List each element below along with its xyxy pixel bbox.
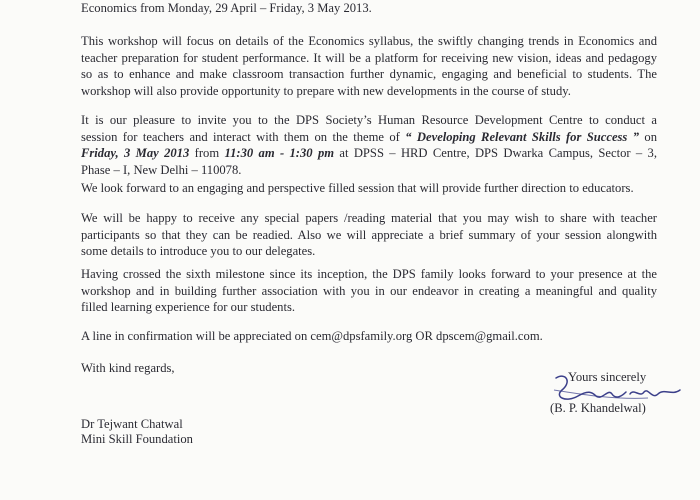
text-segment: session for teachers and interact with them on the theme of — [81, 129, 406, 144]
sign-off: Yours sincerely — [568, 370, 647, 384]
text-line: participants so that they can be readied. Also we will appreciate a brief summary of your session alongwith — [81, 227, 657, 242]
workshop-theme: “ Developing Relevant Skills for Success ” — [405, 129, 640, 144]
paragraph-materials — [81, 210, 657, 260]
text-line: Phase – I, New Delhi – 110078. — [81, 162, 242, 177]
text-line: workshop will also provide opportunity to prepare with new developments in the course of study. — [81, 83, 571, 98]
signature-block — [548, 370, 688, 420]
addressee-organization: Mini Skill Foundation — [81, 432, 193, 446]
paragraph-milestone — [81, 266, 657, 316]
text-segment: at DPSS – HRD Centre, DPS Dwarka Campus, Sector – 3, — [334, 146, 658, 160]
paragraph-confirmation: A line in confirmation will be appreciated on cem@dpsfamily.org OR dpscem@gmail.com. — [81, 329, 543, 343]
text-line: It is our pleasure to invite you to the DPS Society’s Human Resource Development Centre to conduct a — [81, 113, 657, 127]
text-line: teacher preparation for student performance. It will be a platform for receiving new vision, ideas and pedagogy — [81, 50, 657, 65]
text-line: workshop and in building further association with you in our endeavor in creating a meaningful and quality — [81, 283, 657, 298]
text-line — [81, 129, 657, 146]
signatory-name: (B. P. Khandelwal) — [550, 401, 646, 415]
session-date: Friday, 3 May 2013 — [81, 146, 190, 160]
text-line: filled learning experience for our students. — [81, 300, 296, 314]
paragraph-workshop-focus — [81, 33, 657, 99]
closing-salutation: With kind regards, — [81, 361, 175, 375]
text-segment: on — [639, 129, 657, 144]
addressee-block — [81, 417, 193, 447]
text-line: some details to introduce you to our delegates. — [81, 244, 316, 258]
text-line — [81, 145, 657, 162]
paragraph-invitation — [81, 112, 657, 178]
text-line: We will be happy to receive any special papers /reading material that you may wish to share with teacher — [81, 211, 657, 225]
session-time: 11:30 am - 1:30 pm — [224, 146, 335, 160]
text-line: Having crossed the sixth milestone since its inception, the DPS family looks forward to your presence at the — [81, 267, 657, 281]
text-line: This workshop will focus on details of the Economics syllabus, the swiftly changing trends in Economics and — [81, 34, 657, 48]
addressee-name: Dr Tejwant Chatwal — [81, 417, 183, 431]
paragraph-look-forward: We look forward to an engaging and perspective filled session that will provide further direction to educators. — [81, 181, 634, 195]
opening-line: Economics from Monday, 29 April – Friday, 3 May 2013. — [81, 1, 372, 15]
text-segment: from — [189, 146, 225, 160]
text-line: so as to enhance and make classroom transaction further dynamic, engaging and beneficial to students. The — [81, 67, 657, 81]
